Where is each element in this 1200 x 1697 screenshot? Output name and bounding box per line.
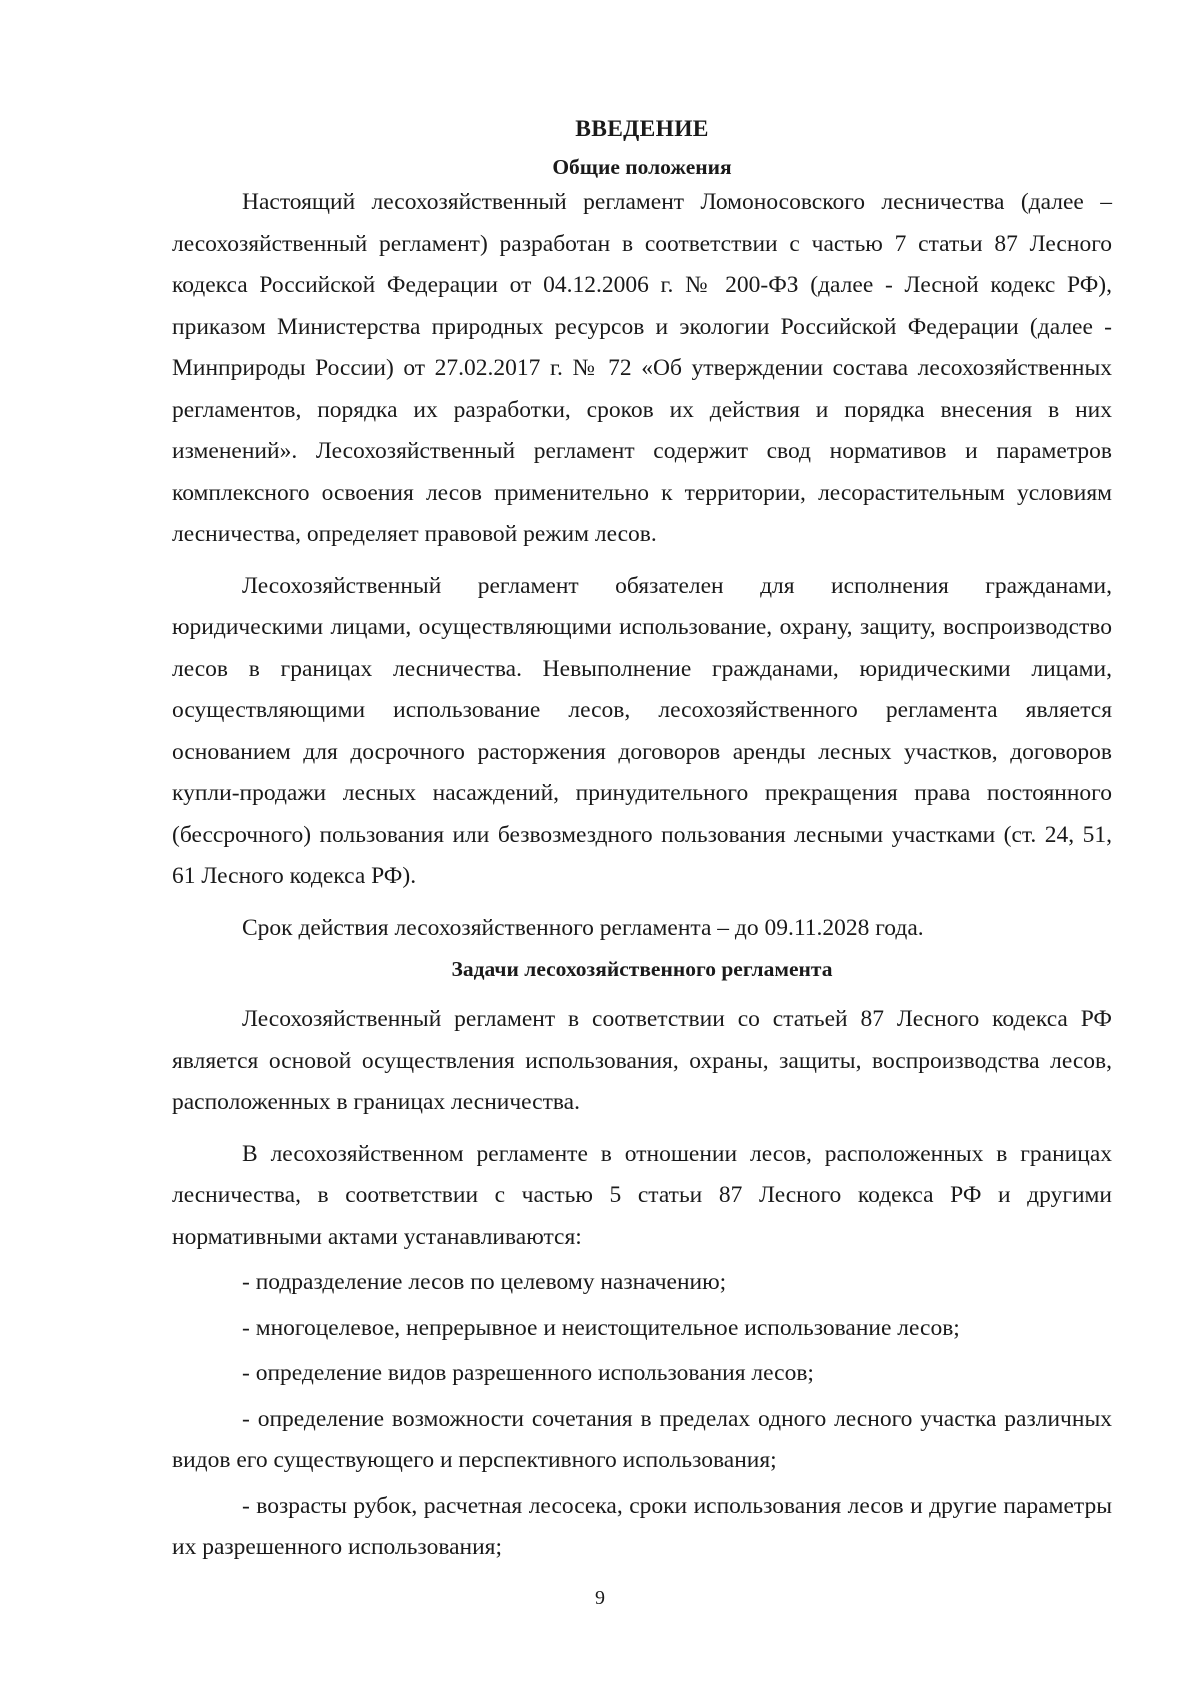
section-heading-general: Общие положения [552, 155, 732, 179]
page-content [172, 112, 1112, 1569]
paragraph-tasks-established: В лесохозяйственном регламенте в отношении лесов, расположенных в границах лесничества, в соответствии с частью 5 статьи 87 Лесного кодекса РФ и другими нормативными актами устанавливаются: [172, 1140, 1112, 1250]
paragraph-validity: Срок действия лесохозяйственного регламента – до 09.11.2028 года. [242, 914, 924, 941]
paragraph-tasks-basis: Лесохозяйственный регламент в соответствии со статьей 87 Лесного кодекса РФ является основой осуществления использования, охраны, защиты, воспроизводства лесов, расположенных в границах лесничества. [172, 1006, 1112, 1115]
list-item: - многоцелевое, непрерывное и неистощительное использование лесов; [242, 1314, 960, 1341]
paragraph-intro: Настоящий лесохозяйственный регламент Ломоносовского лесничества (далее – лесохозяйственный регламент) разработан в соответствии с частью 7 статьи 87 Лесного кодекса Российской Федерации от 04.12.2006 г. № 200-ФЗ (далее - Лесной кодекс РФ), приказом Министерства природных ресурсов и экологии Российской Федерации (далее - Минприроды России) от 27.02.2017 г. № 72 «Об утверждении состава лесохозяйственных регламентов, порядка их разработки, сроков их действия и порядка внесения в них изменений». Лесохозяйственный регламент содержит свод нормативов и параметров комплексного освоения лесов применительно к территории, лесорастительным условиям лесничества, определяет правовой режим лесов. [172, 189, 1112, 547]
list-item: - определение возможности сочетания в пределах одного лесного участка различных видов его существующего и перспективного использования; [172, 1405, 1112, 1473]
page-title: ВВЕДЕНИЕ [575, 116, 709, 142]
section-heading-tasks: Задачи лесохозяйственного регламента [451, 957, 833, 981]
list-item: - определение видов разрешенного использования лесов; [242, 1360, 814, 1386]
established-items-list [172, 1262, 1112, 1569]
paragraph-obligation: Лесохозяйственный регламент обязателен для исполнения гражданами, юридическими лицами, осуществляющими использование, охрану, защиту, воспроизводство лесов в границах лесничества. Невыполнение гражданами, юридическими лицами, осуществляющими использование лесов, лесохозяйственного регламента является основанием для досрочного расторжения договоров аренды лесных участков, договоров купли-продажи лесных насаждений, принудительного прекращения права постоянного (бессрочного) пользования или безвозмездного пользования лесными участками (ст. 24, 51, 61 Лесного кодекса РФ). [172, 572, 1112, 889]
list-item: - подразделение лесов по целевому назначению; [242, 1269, 727, 1295]
list-item: - возрасты рубок, расчетная лесосека, сроки использования лесов и другие параметры их разрешенного использования; [172, 1492, 1112, 1560]
page-number: 9 [595, 1587, 605, 1609]
